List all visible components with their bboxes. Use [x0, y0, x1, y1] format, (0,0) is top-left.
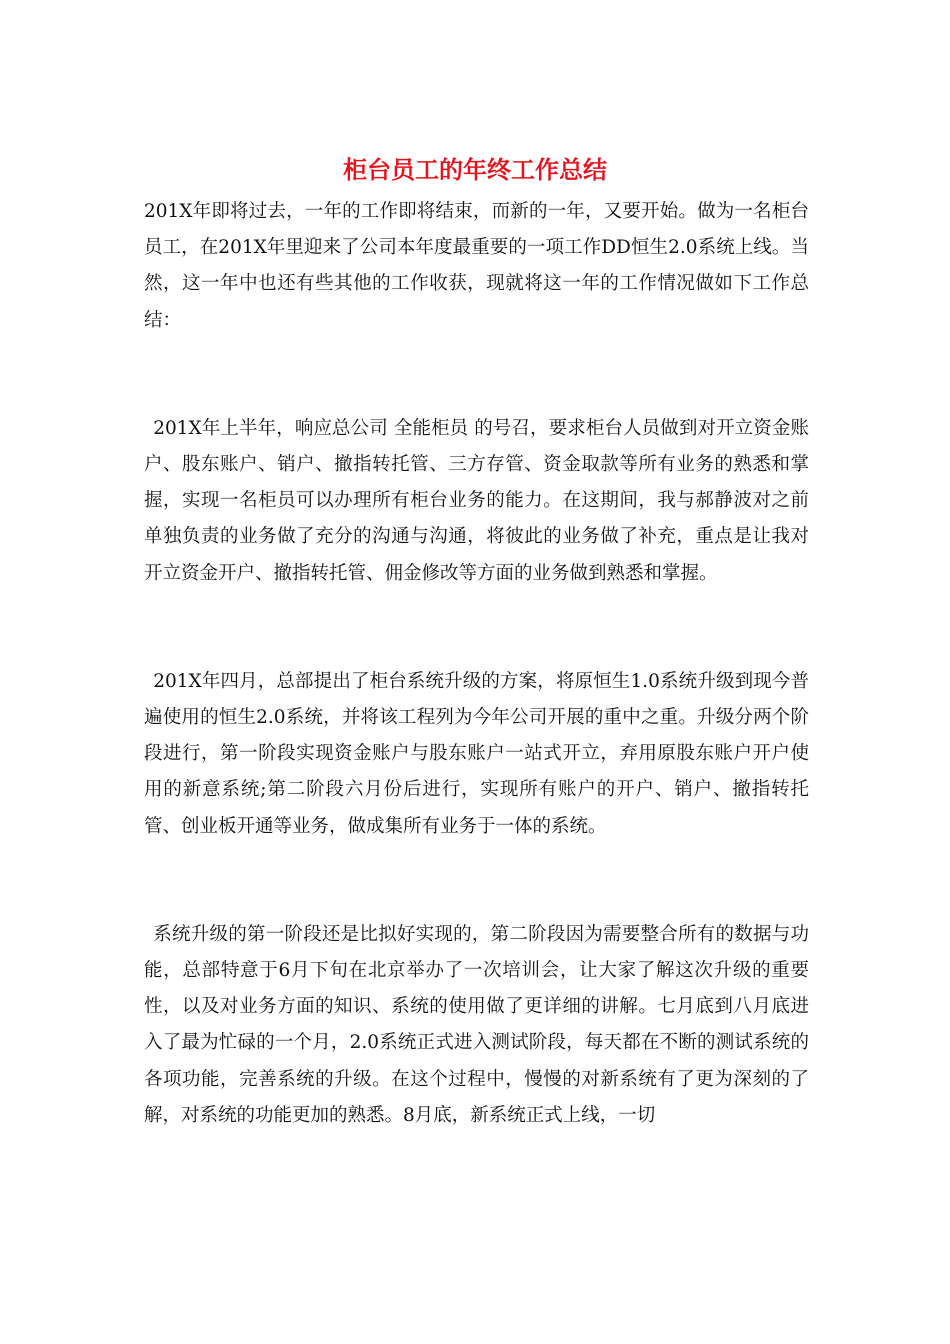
- paragraph-4: 系统升级的第一阶段还是比拟好实现的，第二阶段因为需要整合所有的数据与功能，总部特意于6月下旬在北京举办了一次培训会，让大家了解这次升级的重要性，以及对业务方面的知识、系统的使用做了更详细的讲解。七月底到八月底进入了最为忙碌的一个月，2.0系统正式进入测试阶段，每天都在不断的测试系统的各项功能，完善系统的升级。在这个过程中，慢慢的对新系统有了更为深刻的了解，对系统的功能更加的熟悉。8月底，新系统正式上线，一切: [144, 923, 809, 1126]
- paragraph-2: 201X年上半年，响应总公司 全能柜员 的号召，要求柜台人员做到对开立资金账户、股东账户、销户、撤指转托管、三方存管、资金取款等所有业务的熟悉和掌握，实现一名柜员可以办理所有柜台业务的能力。在这期间，我与郝静波对之前单独负责的业务做了充分的沟通与沟通，将彼此的业务做了补充，重点是让我对开立资金开户、撤指转托管、佣金修改等方面的业务做到熟悉和掌握。: [144, 417, 809, 584]
- paragraph-3: 201X年四月，总部提出了柜台系统升级的方案，将原恒生1.0系统升级到现今普遍使用的恒生2.0系统，并将该工程列为今年公司开展的重中之重。升级分两个阶段进行，第一阶段实现资金账户与股东账户一站式开立，弃用原股东账户开户使用的新意系统;第二阶段六月份后进行，实现所有账户的开户、销户、撤指转托管、创业板开通等业务，做成集所有业务于一体的系统。: [144, 670, 809, 837]
- paragraph-1: 201X年即将过去，一年的工作即将结束，而新的一年，又要开始。做为一名柜台员工，在201X年里迎来了公司本年度最重要的一项工作DD恒生2.0系统上线。当然，这一年中也还有些其他的工作收获，现就将这一年的工作情况做如下工作总结：: [144, 201, 809, 331]
- document-body: [144, 194, 809, 1134]
- document-title: 柜台员工的年终工作总结: [343, 155, 607, 184]
